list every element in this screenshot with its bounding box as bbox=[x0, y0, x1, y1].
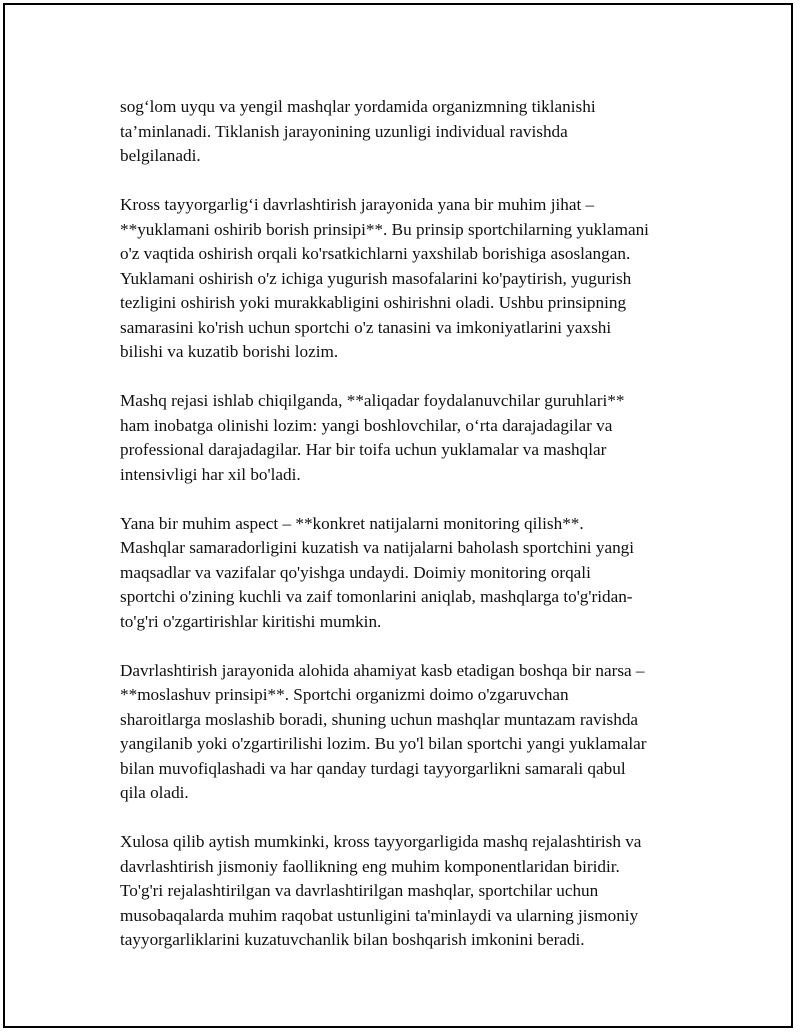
paragraph-6: Xulosa qilib aytish mumkinki, kross tayyorgarligida mashq rejalashtirish va davrlashtirish jismoniy faollikning eng muhim komponentlaridan biridir. To'g'ri rejalashtirilgan va davrlashtirilgan mashqlar, sportchilar uchun musobaqalarda muhim raqobat ustunligini ta'minlaydi va ularning jismoniy tayyorgarliklarini kuzatuvchanlik bilan boshqarish imkonini beradi. bbox=[120, 832, 642, 949]
page-frame bbox=[3, 3, 793, 1028]
paragraph-5: Davrlashtirish jarayonida alohida ahamiyat kasb etadigan boshqa bir narsa – **moslashuv prinsipi**. Sportchi organizmi doimo o'zgaruvchan sharoitlarga moslashib boradi, shuning uchun mashqlar muntazam ravishda yangilanib yoki o'zgartirilishi lozim. Bu yo'l bilan sportchi yangi yuklamalar bilan muvofiqlashadi va har qanday turdagi tayyorgarlikni samarali qabul qila oladi. bbox=[120, 660, 647, 802]
paragraph-4: Yana bir muhim aspect – **konkret natijalarni monitoring qilish**. Mashqlar samaradorligini kuzatish va natijalarni baholash sportchini yangi maqsadlar va vazifalar qo'yishga undaydi. Doimiy monitoring orqali sportchi o'zining kuchli va zaif tomonlarini aniqlab, mashqlarga to'g'ridan- to'g'ri o'zgartirishlar kiritishi mumkin. bbox=[120, 513, 635, 631]
paragraph-3: Mashq rejasi ishlab chiqilganda, **aliqadar foydalanuvchilar guruhlari** ham inobatga olinishi lozim: yangi boshlovchilar, o‘rta darajadagilar va professional darajadagilar. Har bir toifa uchun yuklamalar va mashqlar intensivligi har xil bo'ladi. bbox=[120, 391, 625, 484]
document-body bbox=[120, 95, 700, 977]
paragraph-1: sog‘lom uyqu va yengil mashqlar yordamida organizmning tiklanishi ta’minlanadi. Tiklanish jarayonining uzunligi individual ravishda belgilanadi. bbox=[120, 97, 596, 165]
paragraph-2: Kross tayyorgarlig‘i davrlashtirish jarayonida yana bir muhim jihat – **yuklamani oshirib borish prinsipi**. Bu prinsip sportchilarning yuklamani o'z vaqtida oshirish orqali ko'rsatkichlarni yaxshilab borishiga asoslangan. Yuklamani oshirish o'z ichiga yugurish masofalarini ko'paytirish, yugurish tezligini oshirish yoki murakkabligini oshirishni oladi. Ushbu prinsipning samarasini ko'rish uchun sportchi o'z tanasini va imkoniyatlarini yaxshi bilishi va kuzatib borishi lozim. bbox=[120, 195, 649, 361]
